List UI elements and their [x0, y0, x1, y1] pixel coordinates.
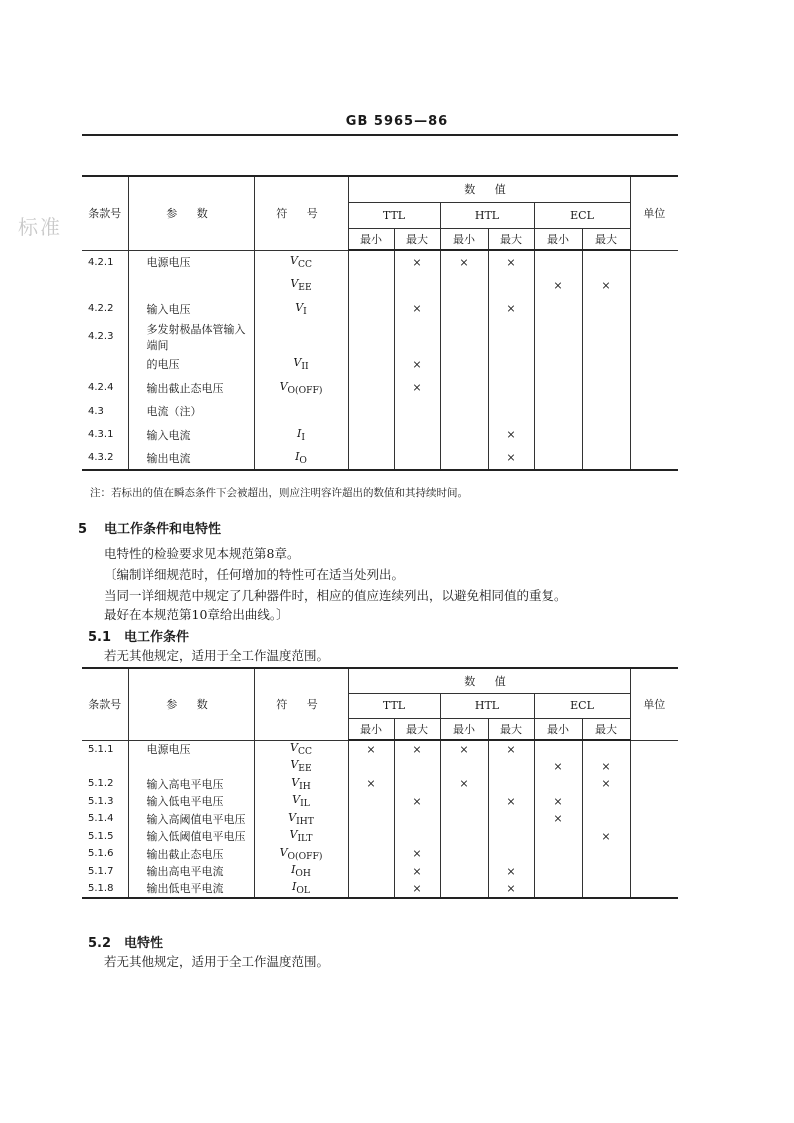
value-mark	[394, 423, 440, 447]
unit-cell	[630, 793, 678, 811]
symbol-cell	[254, 828, 348, 846]
value-mark	[534, 250, 582, 274]
value-mark	[440, 758, 488, 776]
parameter-name: 输出电流	[128, 447, 254, 471]
clause-number: 4.3	[88, 405, 104, 417]
table-body	[82, 250, 678, 470]
value-mark: ×	[488, 740, 534, 758]
symbol: V	[279, 845, 288, 859]
value-mark	[582, 447, 630, 471]
symbol: I	[292, 880, 297, 894]
clause-number	[82, 758, 128, 776]
table-header	[82, 176, 678, 250]
value-mark: ×	[488, 863, 534, 881]
table-row	[82, 845, 678, 863]
value-mark	[348, 423, 394, 447]
value-mark	[440, 863, 488, 881]
table-note: 注：若标出的值在瞬态条件下会被超出，则应注明容许超出的数值和其持续时间。	[90, 487, 468, 499]
value-mark	[440, 400, 488, 424]
value-mark	[440, 793, 488, 811]
value-mark	[488, 321, 534, 353]
table-header	[82, 668, 678, 740]
value-mark	[534, 880, 582, 898]
value-mark: ×	[440, 740, 488, 758]
symbol: V	[290, 253, 298, 267]
unit-cell	[630, 758, 678, 776]
unit-cell	[630, 250, 678, 274]
value-mark: ×	[488, 447, 534, 471]
col-header-value: 数 值	[348, 176, 630, 202]
col-header-param: 参 数	[128, 176, 254, 250]
symbol-cell	[254, 353, 348, 377]
max-header: 最大	[488, 228, 534, 250]
value-mark	[582, 793, 630, 811]
watermark: 标准	[18, 215, 62, 239]
value-mark	[348, 321, 394, 353]
section-number: 5.2	[88, 936, 112, 951]
value-mark	[348, 353, 394, 377]
header-rule	[82, 134, 678, 136]
value-mark: ×	[394, 297, 440, 321]
family-ttl: TTL	[348, 202, 440, 228]
table-row	[82, 321, 678, 353]
value-mark	[440, 828, 488, 846]
value-mark	[440, 810, 488, 828]
value-mark: ×	[488, 297, 534, 321]
clause-number: 4.2.2	[88, 303, 114, 315]
col-header-value: 数 值	[348, 668, 630, 693]
symbol: V	[291, 775, 300, 789]
symbol: V	[295, 300, 304, 314]
symbol-cell	[254, 376, 348, 400]
value-mark: ×	[534, 274, 582, 298]
symbol-cell	[254, 740, 348, 758]
max-header: 最大	[488, 718, 534, 740]
value-mark: ×	[534, 758, 582, 776]
table-row	[82, 250, 678, 274]
value-mark	[534, 740, 582, 758]
value-mark: ×	[440, 250, 488, 274]
symbol-subscript: O(OFF)	[287, 850, 323, 862]
value-mark	[440, 353, 488, 377]
unit-cell	[630, 828, 678, 846]
value-mark	[348, 250, 394, 274]
symbol-cell	[254, 880, 348, 898]
symbol-cell	[254, 321, 348, 353]
value-mark	[348, 863, 394, 881]
value-mark	[394, 810, 440, 828]
symbol-cell	[254, 250, 348, 274]
min-header: 最小	[440, 718, 488, 740]
unit-cell	[630, 400, 678, 424]
unit-cell	[630, 810, 678, 828]
value-mark	[582, 321, 630, 353]
conditions-table	[82, 667, 678, 899]
clause-number: 5.1.6	[88, 848, 114, 860]
section-heading-5-1	[88, 626, 189, 645]
value-mark: ×	[582, 828, 630, 846]
value-mark: ×	[394, 880, 440, 898]
value-mark	[348, 845, 394, 863]
symbol-subscript: I	[301, 431, 305, 443]
paragraph: 若无其他规定，适用于全工作温度范围。	[104, 954, 330, 969]
value-mark	[582, 740, 630, 758]
symbol-subscript: IH	[299, 780, 311, 792]
symbol-subscript: ILT	[297, 833, 313, 845]
value-mark	[488, 828, 534, 846]
clause-number: 5.1.7	[88, 865, 114, 877]
value-mark	[534, 828, 582, 846]
clause-number	[82, 353, 128, 377]
value-mark	[534, 845, 582, 863]
symbol: V	[292, 793, 301, 807]
value-mark: ×	[394, 863, 440, 881]
value-mark	[440, 321, 488, 353]
value-mark	[582, 400, 630, 424]
value-mark	[534, 423, 582, 447]
value-mark	[440, 447, 488, 471]
family-htl: HTL	[440, 202, 534, 228]
value-mark	[394, 321, 440, 353]
parameter-name: 电源电压	[128, 250, 254, 274]
value-mark: ×	[394, 376, 440, 400]
min-header: 最小	[348, 228, 394, 250]
col-header-no: 条款号	[82, 668, 128, 740]
max-header: 最大	[582, 718, 630, 740]
section-number: 5.1	[88, 630, 112, 645]
clause-number: 5.1.2	[88, 778, 114, 790]
value-mark: ×	[488, 793, 534, 811]
value-mark: ×	[348, 740, 394, 758]
clause-number: 5.1.1	[88, 743, 114, 755]
value-mark	[440, 376, 488, 400]
value-mark	[348, 828, 394, 846]
unit-cell	[630, 274, 678, 298]
value-mark	[488, 775, 534, 793]
table-row	[82, 274, 678, 298]
value-mark	[440, 274, 488, 298]
symbol: V	[289, 828, 298, 842]
value-mark	[534, 447, 582, 471]
table-row	[82, 353, 678, 377]
value-mark	[394, 828, 440, 846]
table-row	[82, 758, 678, 776]
symbol-subscript: EE	[298, 763, 312, 775]
section-number: 5	[78, 522, 88, 537]
symbol-subscript: CC	[297, 259, 312, 271]
value-mark: ×	[394, 353, 440, 377]
symbol-subscript: EE	[298, 282, 312, 294]
symbol-subscript: II	[301, 361, 309, 373]
symbol-subscript: OL	[296, 885, 310, 897]
symbol: V	[290, 277, 299, 291]
symbol: I	[291, 863, 296, 877]
value-mark	[582, 880, 630, 898]
clause-number: 4.2.4	[88, 382, 114, 394]
parameter-name	[128, 274, 254, 298]
section-title: 电工作条件和电特性	[104, 522, 222, 537]
table-row	[82, 810, 678, 828]
table-body	[82, 740, 678, 898]
symbol-cell	[254, 297, 348, 321]
symbol-subscript: IHT	[296, 815, 314, 827]
value-mark	[582, 845, 630, 863]
parameter-name: 输入高电平电压	[128, 775, 254, 793]
parameter-name: 输出截止态电压	[128, 376, 254, 400]
value-mark	[582, 423, 630, 447]
table-row	[82, 423, 678, 447]
value-mark	[348, 447, 394, 471]
parameter-name: 输入低阈值电平电压	[128, 828, 254, 846]
value-mark	[440, 880, 488, 898]
clause-number	[82, 274, 128, 298]
parameter-name: 的电压	[128, 353, 254, 377]
parameter-name: 输入电流	[128, 423, 254, 447]
value-mark	[488, 400, 534, 424]
value-mark	[582, 863, 630, 881]
value-mark	[488, 810, 534, 828]
unit-cell	[630, 880, 678, 898]
family-ecl: ECL	[534, 202, 630, 228]
table-row	[82, 447, 678, 471]
symbol-cell	[254, 447, 348, 471]
table-row	[82, 297, 678, 321]
section-heading-5-2	[88, 932, 163, 951]
value-mark	[534, 321, 582, 353]
value-mark	[488, 758, 534, 776]
value-mark	[582, 376, 630, 400]
col-header-unit: 单位	[630, 668, 678, 740]
min-header: 最小	[534, 718, 582, 740]
symbol-cell	[254, 810, 348, 828]
parameter-name: 输出截止态电压	[128, 845, 254, 863]
col-header-unit: 单位	[630, 176, 678, 250]
unit-cell	[630, 740, 678, 758]
family-ecl: ECL	[534, 693, 630, 718]
value-mark: ×	[534, 810, 582, 828]
value-mark	[534, 863, 582, 881]
col-header-symbol: 符 号	[254, 176, 348, 250]
col-header-no: 条款号	[82, 176, 128, 250]
value-mark	[348, 793, 394, 811]
clause-number: 5.1.8	[82, 880, 128, 898]
table-row	[82, 376, 678, 400]
symbol: I	[295, 449, 300, 463]
value-mark	[534, 775, 582, 793]
table-row	[82, 740, 678, 758]
unit-cell	[630, 376, 678, 400]
value-mark	[582, 810, 630, 828]
symbol-cell	[254, 863, 348, 881]
value-mark	[488, 353, 534, 377]
table-row	[82, 863, 678, 881]
symbol-cell	[254, 845, 348, 863]
value-mark	[394, 775, 440, 793]
parameter-name: 电源电压	[128, 740, 254, 758]
value-mark	[582, 250, 630, 274]
symbol-subscript: IL	[300, 798, 310, 810]
symbol-subscript: OH	[295, 868, 311, 880]
col-header-param: 参 数	[128, 668, 254, 740]
parameter-name: 输入高阈值电平电压	[128, 810, 254, 828]
paragraph: 电特性的检验要求见本规范第8章。	[104, 546, 300, 561]
clause-number: 4.3.1	[88, 429, 114, 441]
value-mark: ×	[394, 250, 440, 274]
value-mark	[348, 400, 394, 424]
parameter-name: 输入低电平电压	[128, 793, 254, 811]
value-mark	[394, 274, 440, 298]
value-mark	[440, 423, 488, 447]
value-mark	[348, 810, 394, 828]
paragraph: 若无其他规定，适用于全工作温度范围。	[104, 648, 330, 663]
clause-number: 5.1.5	[88, 830, 114, 842]
value-mark	[348, 758, 394, 776]
value-mark	[440, 297, 488, 321]
symbol-cell	[254, 793, 348, 811]
value-mark: ×	[582, 758, 630, 776]
value-mark	[582, 297, 630, 321]
value-mark	[394, 447, 440, 471]
value-mark	[488, 274, 534, 298]
value-mark: ×	[488, 250, 534, 274]
section-heading-5	[78, 518, 221, 537]
family-ttl: TTL	[348, 693, 440, 718]
section-title: 电工作条件	[124, 630, 190, 645]
table-row	[82, 793, 678, 811]
table-row	[82, 828, 678, 846]
parameter-name: 电流（注）	[128, 400, 254, 424]
symbol: V	[290, 740, 298, 754]
min-header: 最小	[534, 228, 582, 250]
clause-number: 4.2.1	[88, 256, 114, 268]
table-row	[82, 775, 678, 793]
parameter-name: 多发射极晶体管输入端间	[128, 321, 254, 353]
symbol-cell	[254, 775, 348, 793]
unit-cell	[630, 863, 678, 881]
symbol-subscript: O(OFF)	[287, 384, 323, 396]
value-mark: ×	[394, 793, 440, 811]
min-header: 最小	[348, 718, 394, 740]
symbol-cell	[254, 423, 348, 447]
value-mark	[534, 376, 582, 400]
unit-cell	[630, 423, 678, 447]
section-title: 电特性	[124, 936, 164, 951]
value-mark: ×	[348, 775, 394, 793]
clause-number: 4.3.2	[82, 447, 128, 471]
parameter-name	[128, 758, 254, 776]
value-mark	[348, 274, 394, 298]
symbol-cell	[254, 274, 348, 298]
clause-number: 4.2.3	[88, 331, 114, 342]
parameter-name: 输出高电平电流	[128, 863, 254, 881]
value-mark	[394, 400, 440, 424]
value-mark	[534, 353, 582, 377]
max-header: 最大	[394, 718, 440, 740]
value-mark: ×	[394, 740, 440, 758]
parameter-name: 输出低电平电流	[128, 880, 254, 898]
value-mark	[582, 353, 630, 377]
min-header: 最小	[440, 228, 488, 250]
family-htl: HTL	[440, 693, 534, 718]
clause-number: 5.1.4	[88, 813, 114, 825]
max-header: 最大	[582, 228, 630, 250]
symbol: V	[290, 758, 299, 772]
value-mark	[348, 880, 394, 898]
parameter-name: 输入电压	[128, 297, 254, 321]
unit-cell	[630, 297, 678, 321]
symbol-subscript: CC	[297, 746, 312, 758]
symbol-subscript: O	[299, 454, 307, 466]
value-mark	[534, 297, 582, 321]
col-header-symbol: 符 号	[254, 668, 348, 740]
ratings-table	[82, 175, 678, 471]
symbol: V	[279, 379, 288, 393]
value-mark	[488, 376, 534, 400]
page-header-title: GB 5965—86	[345, 114, 449, 129]
value-mark	[348, 297, 394, 321]
value-mark: ×	[440, 775, 488, 793]
table-row	[82, 400, 678, 424]
paragraph: 最好在本规范第10章给出曲线。〕	[104, 607, 289, 622]
value-mark	[348, 376, 394, 400]
symbol: V	[293, 356, 302, 370]
value-mark: ×	[582, 775, 630, 793]
value-mark: ×	[488, 880, 534, 898]
paragraph: 〔编制详细规范时，任何增加的特性可在适当处列出。	[104, 567, 405, 582]
unit-cell	[630, 775, 678, 793]
value-mark: ×	[534, 793, 582, 811]
value-mark: ×	[582, 274, 630, 298]
symbol-subscript: I	[303, 305, 307, 317]
value-mark	[394, 758, 440, 776]
value-mark	[534, 400, 582, 424]
unit-cell	[630, 353, 678, 377]
value-mark: ×	[394, 845, 440, 863]
symbol: V	[288, 810, 297, 824]
unit-cell	[630, 845, 678, 863]
symbol-cell	[254, 758, 348, 776]
paragraph: 当同一详细规范中规定了几种器件时，相应的值应连续列出，以避免相同值的重复。	[104, 588, 567, 603]
value-mark	[440, 845, 488, 863]
clause-number: 5.1.3	[88, 795, 114, 807]
symbol-cell	[254, 400, 348, 424]
value-mark: ×	[488, 423, 534, 447]
value-mark	[488, 845, 534, 863]
symbol: I	[297, 426, 302, 440]
unit-cell	[630, 321, 678, 353]
max-header: 最大	[394, 228, 440, 250]
table-row	[82, 880, 678, 898]
unit-cell	[630, 447, 678, 471]
